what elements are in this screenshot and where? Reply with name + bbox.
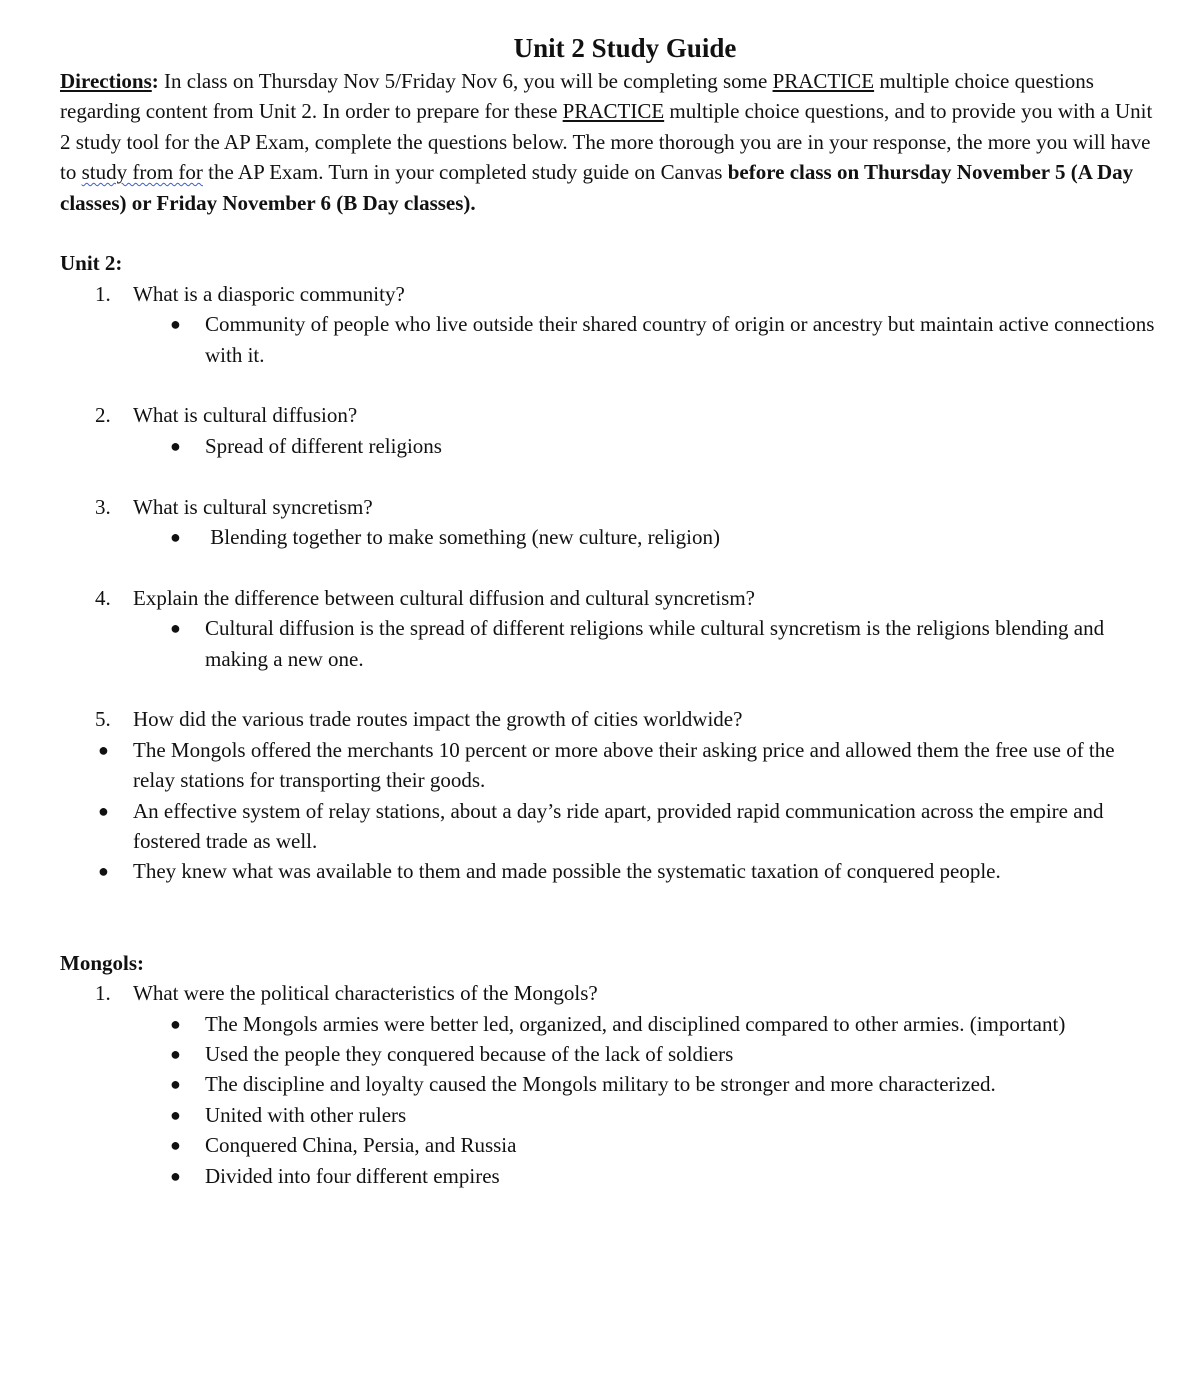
practice-emphasis: PRACTICE	[562, 99, 665, 124]
bullet-icon: ●	[170, 1074, 181, 1095]
bullet-icon: ●	[170, 618, 181, 639]
directions-text: multiple choice questions regarding content from Unit 2. In order to prepare for these	[60, 69, 1094, 124]
question-text: Explain the difference between cultural diffusion and cultural syncretism?	[133, 585, 756, 610]
question-number: 5.	[95, 707, 111, 732]
answer-bullet	[60, 1130, 1160, 1160]
question-number: 3.	[95, 494, 111, 519]
directions-text: the AP Exam. Turn in your completed study guide on Canvas	[202, 160, 728, 185]
directions-label: Directions	[60, 69, 152, 93]
bullet-icon: ●	[170, 314, 181, 335]
answer-text: Cultural diffusion is the spread of different religions while cultural syncretism is the religions blending and making a new one.	[205, 616, 1105, 671]
answer-text: The Mongols armies were better led, organized, and disciplined compared to other armies. (important)	[205, 1011, 1066, 1036]
bullet-icon: ●	[170, 1013, 181, 1034]
document-page	[60, 30, 1160, 1191]
answer-text: Conquered China, Persia, and Russia	[205, 1133, 517, 1158]
answer-text: Divided into four different empires	[205, 1163, 500, 1188]
bullet-icon: ●	[170, 1104, 181, 1125]
answer-bullet	[60, 1009, 1160, 1039]
question-item	[60, 704, 1160, 734]
answer-bullet	[60, 1039, 1160, 1069]
question-number: 1.	[95, 981, 111, 1006]
bullet-icon: ●	[98, 861, 109, 882]
question-number: 2.	[95, 403, 111, 428]
grammar-flagged-phrase[interactable]: study from for	[81, 160, 203, 185]
bullet-icon: ●	[98, 800, 109, 821]
question-item	[60, 978, 1160, 1008]
question-text: What is a diasporic community?	[133, 281, 405, 306]
unit2-heading: Unit 2:	[60, 251, 123, 276]
bullet-icon: ●	[170, 1165, 181, 1186]
answer-bullet	[60, 613, 1160, 674]
answer-bullet	[60, 856, 1160, 886]
answer-bullet	[60, 735, 1160, 796]
answer-text: An effective system of relay stations, about a day’s ride apart, provided rapid communication across the empire and fostered trade as well.	[133, 798, 1104, 854]
question-item	[60, 279, 1160, 309]
question-number: 4.	[95, 585, 111, 610]
question-text: How did the various trade routes impact the growth of cities worldwide?	[133, 707, 743, 732]
bullet-icon: ●	[98, 739, 109, 760]
question-text: What is cultural diffusion?	[133, 403, 358, 428]
answer-bullet	[60, 1100, 1160, 1130]
practice-emphasis: PRACTICE	[772, 69, 875, 93]
answer-text: Spread of different religions	[205, 433, 442, 458]
bullet-icon: ●	[170, 1043, 181, 1064]
answer-text: They knew what was available to them and made possible the systematic taxation of conquered people.	[133, 859, 1001, 884]
page-title: Unit 2 Study Guide	[513, 33, 737, 63]
directions-text: multiple choice questions, and to provide you with a Unit 2 study tool for the AP Exam, complete the questions below. The more thorough you are in your response, the more you will have to	[60, 99, 1153, 185]
answer-bullet	[60, 309, 1160, 370]
answer-bullet	[60, 796, 1160, 857]
answer-text: United with other rulers	[205, 1102, 407, 1127]
answer-bullet	[60, 1161, 1160, 1191]
answer-text: The discipline and loyalty caused the Mongols military to be stronger and more characterized.	[205, 1072, 996, 1097]
deadline-text: before class on Thursday November 5 (A Day classes) or Friday November 6 (B Day classes).	[60, 160, 1134, 215]
answer-text: The Mongols offered the merchants 10 percent or more above their asking price and allowed them the free use of the relay stations for transporting their goods.	[133, 737, 1115, 793]
directions-colon: :	[151, 69, 159, 93]
bullet-icon: ●	[170, 1135, 181, 1156]
answer-text: Community of people who live outside their shared country of origin or ancestry but maintain active connections with it.	[205, 312, 1155, 367]
answer-text: Blending together to make something (new culture, religion)	[205, 525, 720, 550]
question-item	[60, 400, 1160, 430]
question-item	[60, 583, 1160, 613]
question-number: 1.	[95, 281, 111, 306]
answer-text: Used the people they conquered because of the lack of soldiers	[205, 1041, 734, 1066]
answer-bullet	[60, 1069, 1160, 1099]
answer-bullet	[60, 522, 1160, 552]
bullet-icon: ●	[170, 435, 181, 456]
mongols-heading: Mongols:	[60, 950, 144, 975]
question-text: What were the political characteristics of the Mongols?	[133, 981, 598, 1006]
directions-text: In class on Thursday Nov 5/Friday Nov 6, you will be completing some	[158, 69, 773, 93]
question-text: What is cultural syncretism?	[133, 494, 373, 519]
directions-paragraph	[60, 66, 1160, 218]
answer-bullet	[60, 431, 1160, 461]
question-item	[60, 492, 1160, 522]
bullet-icon: ●	[170, 527, 181, 548]
